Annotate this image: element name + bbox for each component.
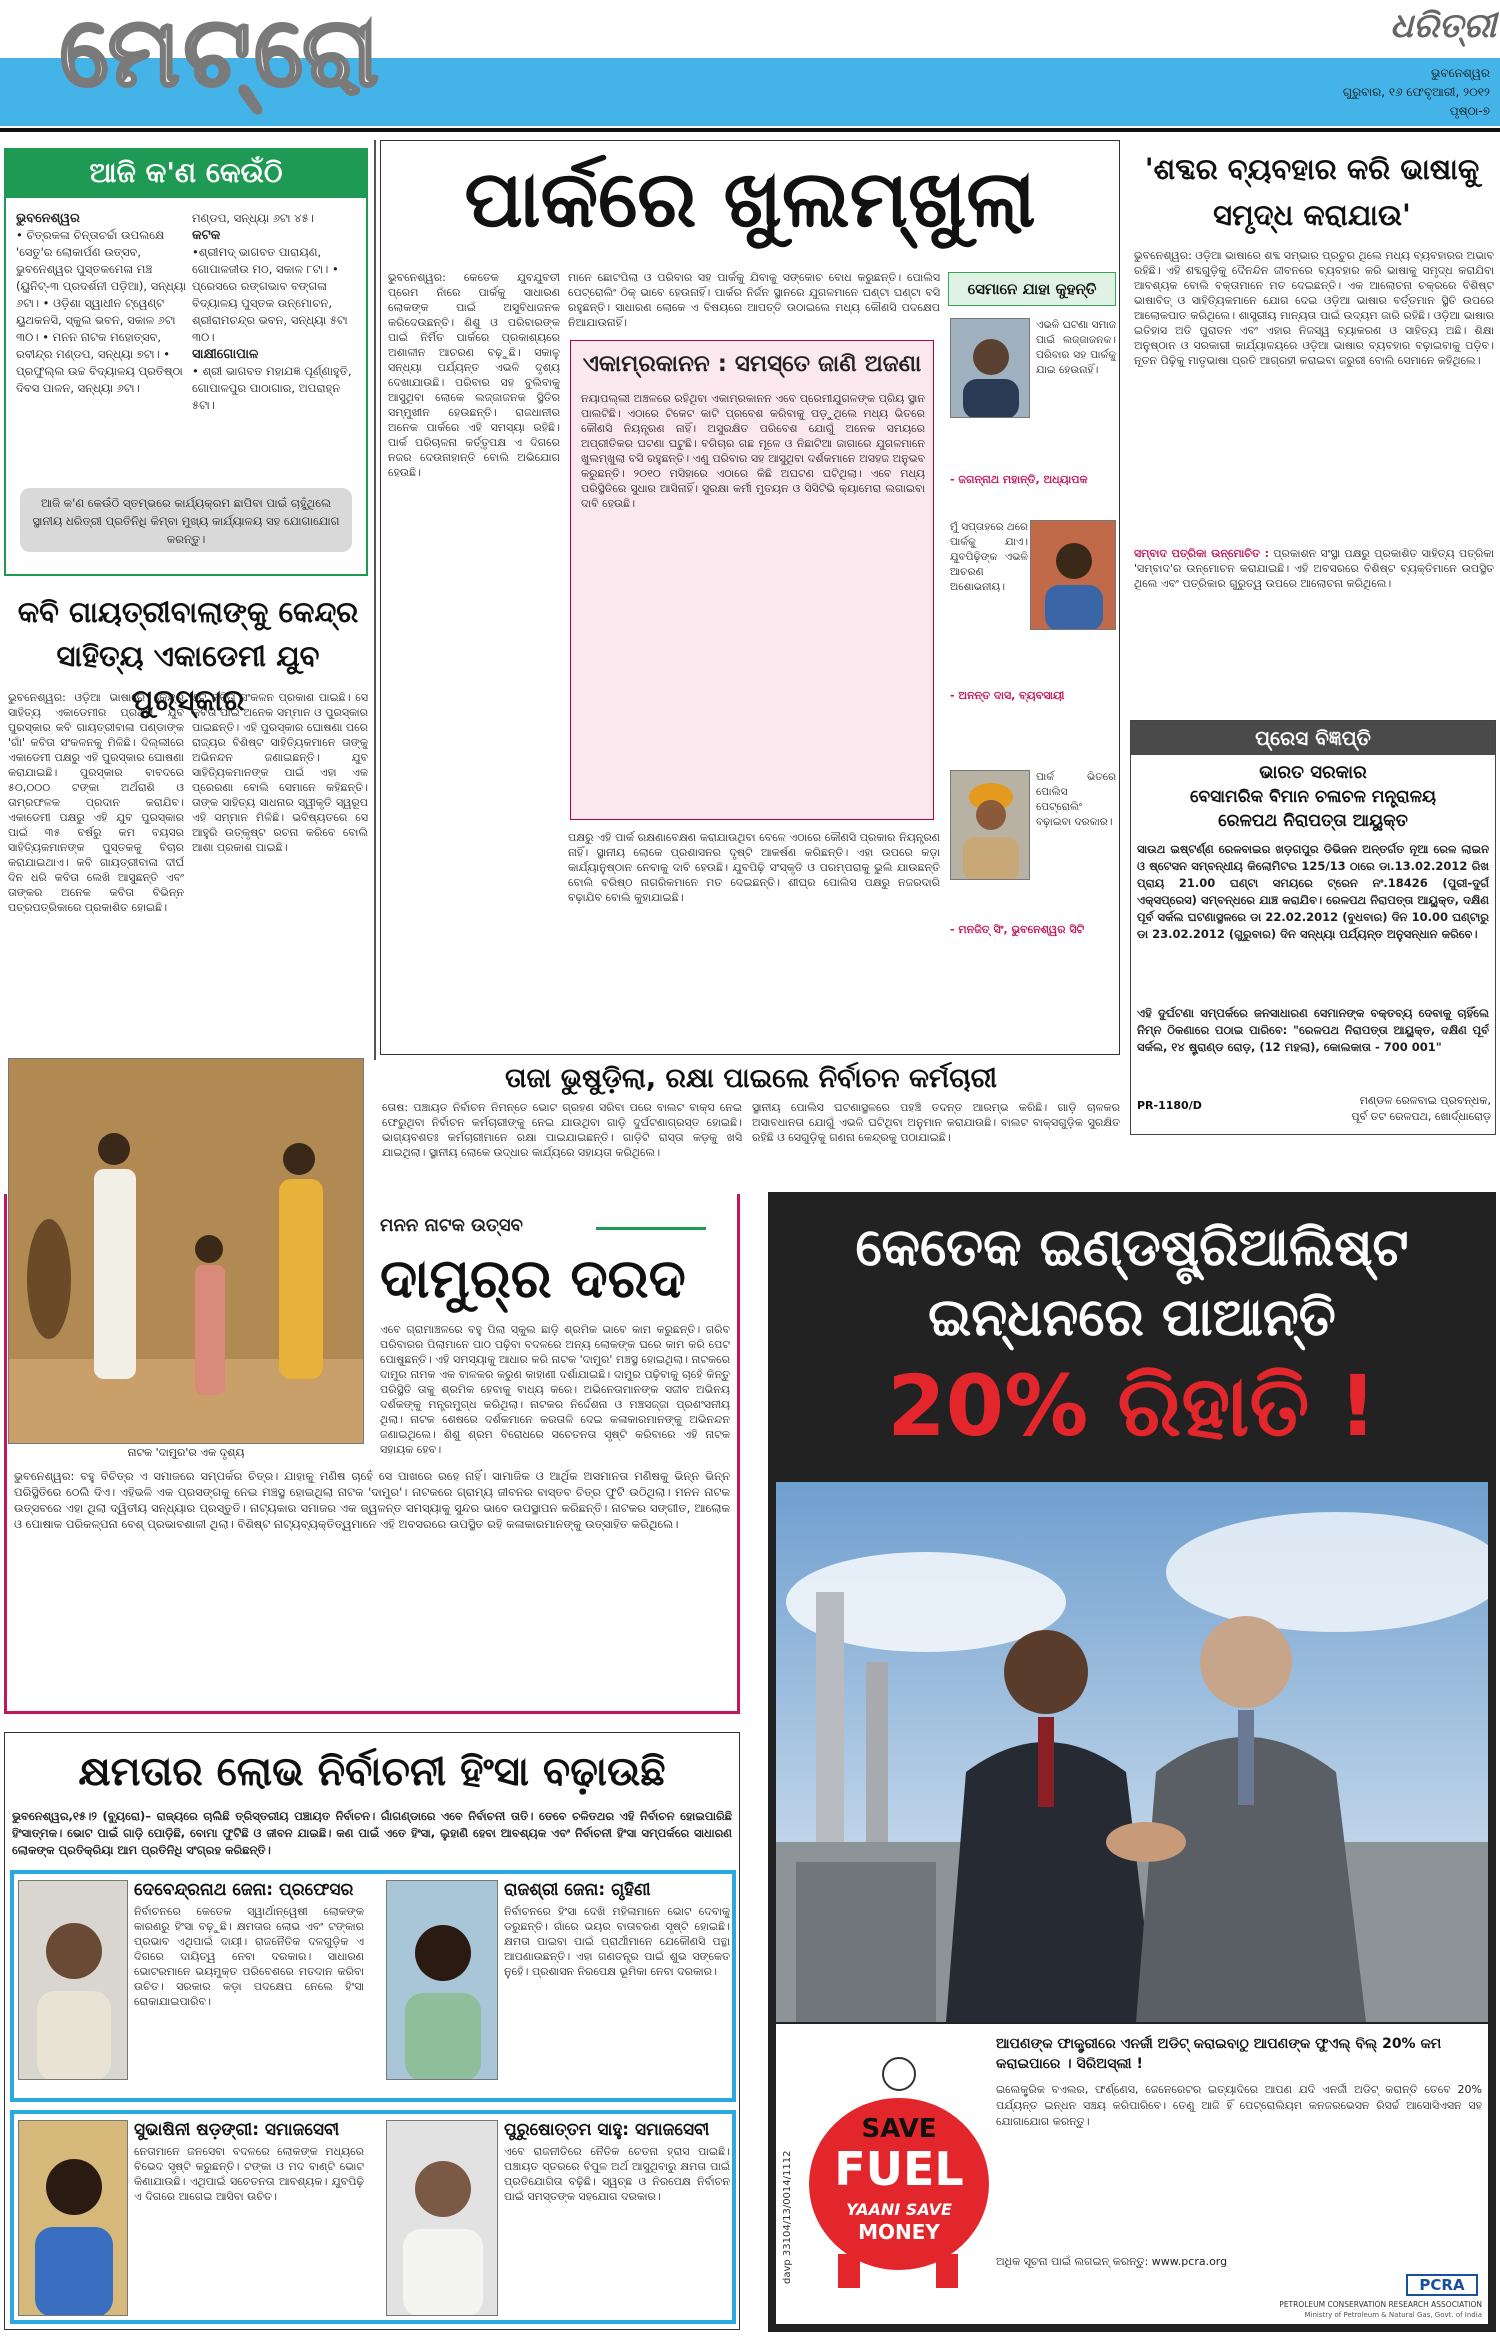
- press-body: ସାଉଥ ଇଷ୍ଟର୍ଣ୍ଣ ରେଳବାଇର ଖଡ଼ଗପୁର ଡିଭିଜନ ଅନ୍ତର୍ଗତ ନୂଆ ରେଳ ଲାଇନ ଓ ଷ୍ଟେସନ ସମ୍ବନ୍ଧୀୟ କିଲୋମିଟର 125/13 ଠାରେ ଡା.13.02.2012 ରିଖ ପ୍ରାୟ 21.00 ଘଣ୍ଟା ସମୟରେ ଟ୍ରେନ ନଂ.18426 (ପୁରୀ-ଦୁର୍ଗ ଏକ୍ସପ୍ରେସ) ସମ୍ବନ୍ଧରେ ଯାଞ୍ଚ କରାଯିବ। ରେଳପଥ ନିରାପତ୍ତା ଆୟୁକ୍ତ, ଦକ୍ଷିଣ ପୂର୍ବ ସର୍କଲ ଘଟଣାସ୍ଥଳରେ ଡା 22.02.2012 (ବୁଧବାର) ଦିନ 10.00 ଘଣ୍ଟାରୁ ଡା 23.02.2012 (ଗୁରୁବାର) ଦିନ ସନ୍ଧ୍ୟା ପର୍ଯ୍ୟନ୍ତ ଅନୁସନ୍ଧାନ କରିବେ।: [1137, 842, 1489, 941]
- save-text: SAVE: [861, 2114, 937, 2144]
- drama-body-right: ଏବେ ଗ୍ରାମାଞ୍ଚଳରେ ବହୁ ପିଲା ସ୍କୁଲ ଛାଡ଼ି ଶ୍ରମିକ ଭାବେ କାମ କରୁଛନ୍ତି। ଗରିବ ପରିବାରର ପିଲାମାନେ ପାଠ ପଢ଼ିବା ବଦଳରେ ଅନ୍ୟ ଲୋକଙ୍କ ଘରେ କାମ କରି ପେଟ ପୋଷୁଛନ୍ତି। ଏହି ସମସ୍ୟାକୁ ଆଧାର କରି ନାଟକ 'ଦାମୁର' ମଞ୍ଚସ୍ଥ ହୋଇଥିଲା। ନାଟକରେ ଦାମୁର ନାମକ ଏକ ବାଳକର କରୁଣ କାହାଣୀ ଦର୍ଶାଯାଇଛି। ଦାମୁର ପଢ଼ିବାକୁ ଚାହେଁ କିନ୍ତୁ ପରିସ୍ଥିତି ତାକୁ ଶ୍ରମିକ ହେବାକୁ ବାଧ୍ୟ କରେ। ଅଭିନେତାମାନଙ୍କ ସଜୀବ ଅଭିନୟ ଦର୍ଶକଙ୍କୁ ମନ୍ତ୍ରମୁଗ୍ଧ କରିଥିଲା। ନାଟକର ନିର୍ଦ୍ଦେଶନା ଓ ମଞ୍ଚସଜ୍ଜା ପ୍ରଶଂସନୀୟ ଥିଲା। ନାଟକ ଶେଷରେ ଦର୍ଶକମାନେ କରତାଳି ଦେଇ କଳାକାରମାନଙ୍କୁ ଅଭିନନ୍ଦନ ଜଣାଇଥିଲେ। ଶିଶୁ ଶ୍ରମ ବିରୋଧରେ ସଚେତନତା ସୃଷ୍ଟି କରିବାରେ ଏହି ନାଟକ ସହାୟକ ହେବ।: [380, 1323, 730, 1456]
- violence-headline: କ୍ଷମତାର ଲୋଭ ନିର୍ବାଚନୀ ହିଂସା ବଢ଼ାଉଛି: [78, 1749, 666, 1795]
- shabda-body-2: [1134, 546, 1494, 706]
- drama-caption: ନାଟକ 'ଦାମୁର'ର ଏକ ଦୃଶ୍ୟ: [127, 1446, 245, 1459]
- person-silhouette-icon: [1031, 521, 1116, 630]
- opinion-photo-2: [1030, 520, 1116, 630]
- shabda-sub-text: ପ୍ରକାଶନ ସଂସ୍ଥା ପକ୍ଷରୁ ପ୍ରକାଶିତ ସାହିତ୍ୟ ପତ୍ରିକା 'ସମ୍ବାଦ'ର ଉନ୍ମୋଚନ କରାଯାଇଛି। ଏହି ଅବସରରେ ବିଶିଷ୍ଟ ବ୍ୟକ୍ତିମାନେ ଉପସ୍ଥିତ ଥିଲେ ଏବଂ ପତ୍ରିକାର ଗୁରୁତ୍ୱ ଉପରେ ଆଲୋଚନା କରିଥିଲେ।: [1134, 547, 1494, 590]
- ad-photo: [776, 1482, 1488, 2022]
- gayatri-body-left: ଭୁବନେଶ୍ୱର: ଓଡ଼ିଆ ଭାଷାରେ କେନ୍ଦ୍ର ସାହିତ୍ୟ ଏକାଡେମୀର ପ୍ରଥମ ଯୁବ ପୁରସ୍କାର କବି ଗାୟତ୍ରୀବାଳା ପଣ୍ଡାଙ୍କ 'ଗାଁ' କବିତା ସଂକଳନକୁ ମିଳିଛି। ଦିଲ୍ଲୀରେ ଏକାଡେମୀ ପକ୍ଷରୁ ଏହି ପୁରସ୍କାର ଘୋଷଣା କରାଯାଇଛି। ପୁରସ୍କାର ବାବଦରେ ୫୦,୦୦୦ ଟଙ୍କା ଅର୍ଥରାଶି ଓ ତାମ୍ରଫଳକ ପ୍ରଦାନ କରାଯିବ। ଏକାଡେମୀ ପକ୍ଷରୁ ଏହି ଯୁବ ପୁରସ୍କାର ପାଇଁ ୩୫ ବର୍ଷରୁ କମ ବୟସର ସାହିତ୍ୟିକମାନଙ୍କ ପୁସ୍ତକକୁ ବିଚାର କରାଯାଇଥାଏ। କବି ଗାୟତ୍ରୀବାଳା ଦୀର୍ଘ ଦିନ ଧରି କବିତା ଲେଖି ଆସୁଛନ୍ତି ଏବଂ ତାଙ୍କର ଅନେକ କବିତା ବିଭିନ୍ନ ପତ୍ରପତ୍ରିକାରେ ପ୍ରକାଶିତ ହୋଇଛି।: [8, 691, 184, 914]
- events-list-3: • ଶ୍ରୀ ଭାଗବତ ମହାଯଜ୍ଞ ପୂର୍ଣ୍ଣାହୁତି, ଗୋପାଳପୁର ପାଠାଗାର, ଅପରାହ୍ନ ୫ଟା।: [192, 364, 352, 412]
- events-city-cuttack: କଟକ: [192, 228, 221, 243]
- press-signature: [1301, 1093, 1491, 1125]
- pcra-logo: PCRA: [1406, 2274, 1478, 2296]
- ad-line-1: କେତେକ ଇଣ୍ଡଷ୍ଟ୍ରିଆଲିଷ୍ଟ: [855, 1218, 1409, 1278]
- person-silhouette-icon: [387, 2121, 498, 2316]
- person-silhouette-icon: [951, 319, 1030, 418]
- ekamra-box: [570, 340, 934, 820]
- drama-headline: ଦାମୁର୍‌ର ଦରଦ: [380, 1247, 686, 1310]
- dateline: [1240, 64, 1490, 121]
- events-box: [4, 148, 368, 576]
- person-silhouette-icon: [19, 1881, 128, 2080]
- profile-name-4: ପୁରୁଷୋତ୍ତମ ସାହୁ: ସମାଜସେବୀ: [504, 2120, 710, 2140]
- ad-web: ଅଧିକ ସୂଚନା ପାଇଁ ଲଗଇନ୍ କରନ୍ତୁ: www.pcra.org: [996, 2255, 1228, 2268]
- profile-text-3: ନେତାମାନେ ଜନସେବା ବଦଳରେ ଲୋକଙ୍କ ମଧ୍ୟରେ ବିଭେଦ ସୃଷ୍ଟି କରୁଛନ୍ତି। ଟଙ୍କା ଓ ମଦ ବାଣ୍ଟି ଭୋଟ କିଣାଯାଉଛି। ଏଥିପାଇଁ ସଚେତନତା ଆବଶ୍ୟକ। ଯୁବପିଢ଼ି ଏ ଦିଗରେ ଆଗେଇ ଆସିବା ଉଚିତ।: [134, 2145, 364, 2203]
- profile-photo-4: [386, 2120, 498, 2316]
- gayatri-headline: କବି ଗାୟତ୍ରୀବାଲାଙ୍କୁ କେନ୍ଦ୍ର ସାହିତ୍ୟ ଏକାଡେମୀ ଯୁବ ପୁରସ୍କାର: [17, 595, 359, 717]
- park-body-col-1: ଭୁବନେଶ୍ୱର: କେତେକ ଯୁବଯୁବତୀ ପ୍ରେମ ନାଁରେ ପାର୍କକୁ ସାଧାରଣ ଲୋକଙ୍କ ପାଇଁ ଅସୁବିଧାଜନକ କରିଦେଉଛନ୍ତି। ଶିଶୁ ଓ ପରିବାରଙ୍କ ପାଇଁ ନିର୍ମିତ ପାର୍କରେ ପ୍ରକାଶ୍ୟରେ ଅଶାଳୀନ ଆଚରଣ ବଢ଼ୁଛି। ସକାଳୁ ସନ୍ଧ୍ୟା ପର୍ଯ୍ୟନ୍ତ ଏଭଳି ଦୃଶ୍ୟ ଦେଖାଯାଉଛି। ପରିବାର ସହ ବୁଲିବାକୁ ଆସୁଥିବା ଲୋକେ ଲଜ୍ଜାଜନକ ସ୍ଥିତିର ସମ୍ମୁଖୀନ ହେଉଛନ୍ତି। ରାଜଧାନୀର ଅନେକ ପାର୍କରେ ଏହି ସମସ୍ୟା ରହିଛି। ପାର୍କ ପରିଚାଳନା କର୍ତ୍ତୃପକ୍ଷ ଏ ଦିଗରେ ନଜର ଦେଉନାହାନ୍ତି ବୋଲି ଅଭିଯୋଗ ହେଉଛି।: [388, 271, 560, 479]
- shabda-sub-label: ସମ୍ବାଦ ପତ୍ରିକା ଉନ୍ମୋଚିତ :: [1134, 547, 1269, 560]
- profile-text-4: ଏବେ ରାଜନୀତିରେ ନୈତିକ ଚେତନା ହ୍ରାସ ପାଇଛି। ପଞ୍ଚାୟତ ସ୍ତରରେ ବିପୁଳ ଅର୍ଥ ଆସୁଥିବାରୁ କ୍ଷମତା ପାଇଁ ପ୍ରତିଯୋଗିତା ବଢ଼ିଛି। ସ୍ୱଚ୍ଛ ଓ ନିରପେକ୍ଷ ନିର୍ବାଚନ ପାଇଁ ସମସ୍ତଙ୍କ ସହଯୋଗ ଦରକାର।: [504, 2145, 730, 2203]
- ekamra-body: ନୟାପଲ୍ଲୀ ଅଞ୍ଚଳରେ ରହିଥିବା ଏକାମ୍ରକାନନ ଏବେ ପ୍ରେମୀଯୁଗଳଙ୍କ ପ୍ରିୟ ସ୍ଥାନ ପାଲଟିଛି। ଏଠାରେ ଟିକେଟ କାଟି ପ୍ରବେଶ କରିବାକୁ ପଡ଼ୁଥିଲେ ମଧ୍ୟ ଭିତରେ କୌଣସି ନିୟନ୍ତ୍ରଣ ନାହିଁ। ଅସୁରକ୍ଷିତ ପରିବେଶ ଯୋଗୁଁ ଅନେକ ସମୟରେ ଅପ୍ରୀତିକର ଘଟଣା ଘଟୁଛି। ବଗିଚାର ଗଛ ମୂଳେ ଓ ନିଛାଟିଆ ଜାଗାରେ ଯୁଗଳମାନେ ଖୁଲମ୍ଖୁଲା ବସି ରହୁଛନ୍ତି। ଏଣୁ ପରିବାର ସହ ଆସୁଥିବା ଦର୍ଶକମାନେ ଅସହଜ ଅନୁଭବ କରୁଛନ୍ତି। ୨୦୧୦ ମସିହାରେ ଏଠାରେ କିଛି ଅଘଟଣ ଘଟିଥିଲା। ଏବେ ମଧ୍ୟ ପରିସ୍ଥିତିରେ ସୁଧାର ଆସିନାହିଁ। ସୁରକ୍ଷା କର୍ମୀ ମୁତୟନ ଓ ସିସିଟିଭି କ୍ୟାମେରା ଲଗାଇବା ଦାବି ହେଉଛି।: [581, 392, 925, 510]
- opinion-name-2: - ଅନନ୍ତ ଦାସ, ବ୍ୟବସାୟୀ: [950, 689, 1065, 702]
- opinion-name-3: - ମନଜିତ୍ ସିଂ, ଭୁବନେଶ୍ୱର ସିଟି: [950, 923, 1085, 936]
- profile-name-1: ଦେବେନ୍ଦ୍ରନାଥ ଜେନା: ପ୍ରଫେସର: [134, 1880, 354, 1900]
- profile-text-1: ନିର୍ବାଚନରେ କେତେକ ସ୍ୱାର୍ଥାନ୍ୱେଷୀ ଲୋକଙ୍କ କାରଣରୁ ହିଂସା ବଢ଼ୁଛି। କ୍ଷମତାର ଲୋଭ ଏବଂ ଟଙ୍କାର ପ୍ରଭାବ ଏଥିପାଇଁ ଦାୟୀ। ରାଜନୈତିକ ଦଳଗୁଡ଼ିକ ଏ ଦିଗରେ ଦାୟିତ୍ୱ ନେବା ଦରକାର। ସାଧାରଣ ଭୋଟରମାନେ ଭୟମୁକ୍ତ ପରିବେଶରେ ମତଦାନ କରିବା ଉଚିତ। ସରକାର କଡ଼ା ପଦକ୍ଷେପ ନେଲେ ହିଂସା ରୋକାଯାଇପାରିବ।: [134, 1905, 364, 2008]
- save-fuel-logo: [804, 2044, 994, 2294]
- park-body-col-2: ମାନେ ଛୋଟପିଲା ଓ ପରିବାର ସହ ପାର୍କକୁ ଯିବାକୁ ସଙ୍କୋଚ ବୋଧ କରୁଛନ୍ତି। ପୋଲିସ ପେଟ୍ରୋଲିଂ ଠିକ୍ ଭାବେ ହେଉନାହିଁ। ପାର୍କର ନିର୍ଜନ ସ୍ଥାନରେ ଯୁଗଳମାନେ ଘଣ୍ଟା ଘଣ୍ଟା ବସି ରହୁଛନ୍ତି। ସାଧାରଣ ଲୋକେ ଏ ବିଷୟରେ ଆପତ୍ତି ଉଠାଇଲେ ମଧ୍ୟ କୌଣସି ପଦକ୍ଷେପ ନିଆଯାଉନାହିଁ।: [568, 271, 940, 329]
- ekamra-title: ଏକାମ୍ରକାନନ : ସମସ୍ତେ ଜାଣି ଅଜଣା: [582, 351, 922, 377]
- ad-dvp-code: davp 33104/13/0014/1112: [782, 2150, 793, 2284]
- events-title: ଆଜି କ'ଣ କେଉଁଠି: [6, 148, 366, 198]
- events-note: ଆଜି କ'ଣ କେଉଁଠି ସ୍ତମ୍ଭରେ କାର୍ଯ୍ୟକ୍ରମ ଛାପିବା ପାଇଁ ଚାହୁଁଥିଲେ ସ୍ଥାନୀୟ ଧରିତ୍ରୀ ପ୍ରତିନିଧି କିମ୍ବା ମୁଖ୍ୟ କାର୍ଯ୍ୟାଳୟ ସହ ଯୋଗାଯୋଗ କରନ୍ତୁ।: [20, 488, 352, 552]
- ad-line-3: 20% ରିହାତି !: [887, 1357, 1377, 1455]
- dateline-city: ଭୁବନେଶ୍ୱର: [1431, 66, 1490, 80]
- ad-subhead: ଆପଣଙ୍କ ଫାକ୍ଟ୍ରୀରେ ଏନର୍ଜୀ ଅଡିଟ୍ କରାଇବାଠୁ ଆପଣଙ୍କ ଫୁଏଲ୍ ବିଲ୍ 20% କମ କରାଇପାରେ । ସିରିଅସ୍ଲୀ !: [996, 2036, 1442, 2072]
- press-sign-2: ପୂର୍ବ ତଟ ରେଳପଥ, ଖୋର୍ଦ୍ଧାରୋଡ଼: [1351, 1110, 1491, 1123]
- taja-body-2: ସ୍ଥାନୀୟ ପୋଲିସ ଘଟଣାସ୍ଥଳରେ ପହଞ୍ଚି ତଦନ୍ତ ଆରମ୍ଭ କରିଛି। ଗାଡ଼ି ଚାଳକର ଅସାବଧାନତା ଯୋଗୁଁ ଏଭଳି ଘଟିଥିବା ଅନୁମାନ କରାଯାଉଛି। ବାଲଟ ବାକ୍ସଗୁଡ଼ିକ ସୁରକ୍ଷିତ ରହିଛି ଓ ସେଗୁଡ଼ିକୁ ଗଣନା କେନ୍ଦ୍ରକୁ ପଠାଯାଇଛି।: [752, 1101, 1120, 1144]
- park-body-bottom: ପକ୍ଷରୁ ଏହି ପାର୍କ ରକ୍ଷଣାବେକ୍ଷଣ କରାଯାଉଥିବା ବେଳେ ଏଠାରେ କୌଣସି ପ୍ରକାର ନିୟନ୍ତ୍ରଣ ନାହିଁ। ସ୍ଥାନୀୟ ଲୋକେ ପ୍ରଶାସନର ଦୃଷ୍ଟି ଆକର୍ଷଣ କରିଛନ୍ତି। ଏହା ଉପରେ କଡ଼ା କାର୍ଯ୍ୟାନୁଷ୍ଠାନ ନେବାକୁ ଦାବି ହେଉଛି। ଯୁବପିଢ଼ି ସଂସ୍କୃତି ଓ ପରମ୍ପରାକୁ ଭୁଲି ଯାଉଛନ୍ତି ବୋଲି ବରିଷ୍ଠ ନାଗରିକମାନେ ମତ ଦେଇଛନ୍ତି। ଶୀଘ୍ର ପୋଲିସ ପକ୍ଷରୁ ନଜରଦାରି ବଢ଼ାଯିବ ବୋଲି କୁହାଯାଇଛି।: [568, 831, 940, 904]
- press-release: [1130, 720, 1496, 1135]
- ad-body: ଇଲେକ୍ଟ୍ରିକ ବଏଲର, ଫର୍ଣ୍ଣେସ, ଜେନେରେଟର ଇତ୍ୟାଦିରେ ଆପଣ ଯଦି ଏନର୍ଜୀ ଅଡିଟ୍ କରାନ୍ତି ତେବେ 20% ପର୍ଯ୍ୟନ୍ତ ଇନ୍ଧନ ସଞ୍ଚୟ କରିପାରିବେ। ତେଣୁ ଆଜି ହିଁ ପେଟ୍ରୋଲିୟମ କନଜରଭେସନ ରିସର୍ଚ୍ଚ ଆସୋସିଏସନ ସହ ଯୋଗାଯୋଗ କରନ୍ତୁ।: [996, 2083, 1482, 2128]
- opinion-name-1: - ଜଗନ୍ନାଥ ମହାନ୍ତି, ଅଧ୍ୟାପକ: [950, 473, 1088, 486]
- opinion-photo-1: [950, 318, 1030, 418]
- press-org-3: ରେଳପଥ ନିରାପତ୍ତା ଆୟୁକ୍ତ: [1218, 811, 1408, 831]
- events-col-2: [192, 210, 358, 480]
- events-col-1: [16, 210, 186, 480]
- profile-text-2: ନିର୍ବାଚନରେ ହିଂସା ଦେଖି ମହିଳାମାନେ ଭୋଟ ଦେବାକୁ ଡରୁଛନ୍ତି। ଗାଁରେ ଭୟର ବାତାବରଣ ସୃଷ୍ଟି ହୋଇଛି। କ୍ଷମତା ପାଇବା ପାଇଁ ପ୍ରାର୍ଥୀମାନେ ଯେକୌଣସି ପନ୍ଥା ଆପଣାଉଛନ୍ତି। ଏହା ଗଣତନ୍ତ୍ର ପାଇଁ ଶୁଭ ସଙ୍କେତ ନୁହେଁ। ପ୍ରଶାସନ ନିରପେକ୍ଷ ଭୂମିକା ନେବା ଦରକାର।: [504, 1905, 730, 1978]
- press-body-2: ଏହି ଦୁର୍ଘଟଣା ସମ୍ପର୍କରେ ଜନସାଧାରଣ ସେମାନଙ୍କ ବକ୍ତବ୍ୟ ଦେବାକୁ ଚାହିଁଲେ ନିମ୍ନ ଠିକଣାରେ ପଠାଇ ପାରିବେ: "ରେଳପଥ ନିରାପତ୍ତା ଆୟୁକ୍ତ, ଦକ୍ଷିଣ ପୂର୍ବ ସର୍କଲ, ୧୪ ଷ୍ଟ୍ରାଣ୍ଡ ରୋଡ଼, (12 ମହଲା), କୋଲକାତା - 700 001": [1137, 1006, 1489, 1054]
- shabda-body: ଭୁବନେଶ୍ୱର: ଓଡ଼ିଆ ଭାଷାରେ ଶବ୍ଦ ସମ୍ଭାର ପ୍ରଚୁର ଥିଲେ ମଧ୍ୟ ବ୍ୟବହାରର ଅଭାବ ରହିଛି। ଏହି ଶବ୍ଦଗୁଡ଼ିକୁ ଦୈନନ୍ଦିନ ଜୀବନରେ ବ୍ୟବହାର କରି ଭାଷାକୁ ସମୃଦ୍ଧ କରାଯିବା ଆବଶ୍ୟକ ବୋଲି ବକ୍ତାମାନେ ମତ ଦେଇଛନ୍ତି। ଏକ ଆଲୋଚନା ଚକ୍ରରେ ବିଶିଷ୍ଟ ଭାଷାବିତ୍ ଓ ସାହିତ୍ୟିକମାନେ ଯୋଗ ଦେଇ ଓଡ଼ିଆ ଭାଷାର ବର୍ତ୍ତମାନ ସ୍ଥିତି ଉପରେ ଆଲୋକପାତ କରିଥିଲେ। ଶାସ୍ତ୍ରୀୟ ମାନ୍ୟତା ପାଇଁ ଉଦ୍ୟମ ଜାରି ରହିଛି। ଓଡ଼ିଆ ଭାଷାର ଇତିହାସ ଅତି ପୁରାତନ ଏବଂ ଏହାର ନିଜସ୍ୱ ବ୍ୟାକରଣ ଓ ସାହିତ୍ୟ ଅଛି। ଶିକ୍ଷା ଅନୁଷ୍ଠାନ ଓ ସରକାରୀ କାର୍ଯ୍ୟାଳୟରେ ଓଡ଼ିଆ ଭାଷାର ବ୍ୟବହାର ବଢ଼ାଇବାକୁ ପଡ଼ିବ। ନୂତନ ପିଢ଼ିକୁ ମାତୃଭାଷା ପ୍ରତି ଆଗ୍ରହୀ କରାଇବା ଜରୁରୀ ବୋଲି ସେମାନେ କହିଥିଲେ।: [1134, 249, 1494, 367]
- ad-info-panel: [776, 2024, 1488, 2324]
- opinions-title: ସେମାନେ ଯାହା କୁହନ୍ତି: [948, 272, 1116, 306]
- events-city-bhubaneswar: ଭୁବନେଶ୍ୱର: [16, 211, 80, 226]
- taja-headline: ତାଜା ଭୁଷୁଡ଼ିଲା, ରକ୍ଷା ପାଇଲେ ନିର୍ବାଚନ କର୍ମଚାରୀ: [505, 1063, 997, 1094]
- masthead-divider: [0, 128, 1500, 132]
- opinion-text-2: ମୁଁ ସପ୍ତାହରେ ଥରେ ପାର୍କକୁ ଯାଏ। ଯୁବପିଢ଼ିଙ୍କ ଏଭଳି ଆଚରଣ ଅଶୋଭନୀୟ।: [950, 521, 1028, 593]
- dateline-page: ପୃଷ୍ଠା-୭: [1449, 104, 1490, 118]
- profile-photo-3: [18, 2120, 128, 2316]
- opinion-text-1: ଏଭଳି ଘଟଣା ସମାଜ ପାଇଁ ଲଜ୍ଜାଜନକ। ପରିବାର ସହ ପାର୍କକୁ ଯାଇ ହେଉନାହିଁ।: [1036, 319, 1116, 376]
- opinion-text-3: ପାର୍କ ଭିତରେ ପୋଲିସ ପେଟ୍ରୋଲିଂ ବଢ଼ାଇବା ଦରକାର।: [1036, 771, 1116, 828]
- gayatri-body-right: ୫ଟି କବିତା ସଂକଳନ ପ୍ରକାଶ ପାଇଛି। ସେ କବିତା ପାଇଁ ଅନେକ ସମ୍ମାନ ଓ ପୁରସ୍କାର ପାଇଛନ୍ତି। ଏହି ପୁରସ୍କାର ଘୋଷଣା ପରେ ରାଜ୍ୟର ବିଶିଷ୍ଟ ସାହିତ୍ୟିକମାନେ ତାଙ୍କୁ ଅଭିନନ୍ଦନ ଜଣାଇଛନ୍ତି। ଯୁବ ସାହିତ୍ୟିକମାନଙ୍କ ପାଇଁ ଏହା ଏକ ପ୍ରେରଣା ବୋଲି ସେମାନେ କହିଛନ୍ତି। ତାଙ୍କ ସାହିତ୍ୟ ସାଧନାର ସ୍ୱୀକୃତି ସ୍ୱରୂପ ଏହି ସମ୍ମାନ ମିଳିଛି। ଭବିଷ୍ୟତରେ ସେ ଆହୁରି ଉତ୍କୃଷ୍ଟ ରଚନା କରିବେ ବୋଲି ଆଶା ପ୍ରକାଶ ପାଇଛି।: [192, 691, 368, 854]
- person-silhouette-icon: [387, 1881, 498, 2080]
- newspaper-logo: ଧରିତ୍ରୀ: [1390, 6, 1497, 46]
- profile-photo-1: [18, 1880, 128, 2080]
- press-sign-1: ମଣ୍ଡଳ ରେଳବାଇ ପ୍ରବନ୍ଧକ,: [1359, 1094, 1491, 1107]
- pcra-ministry: Ministry of Petroleum & Natural Gas, Govt. of India: [1304, 2311, 1482, 2319]
- masthead: [0, 0, 1500, 130]
- opinion-photo-3: [950, 770, 1030, 880]
- fuel-ad: [768, 1192, 1496, 2332]
- dateline-date: ଗୁରୁବାର, ୧୬ ଫେବୃଆରୀ, ୨୦୧୨: [1342, 85, 1490, 99]
- profile-name-3: ସୁଭାଷିନୀ ଷଡ଼ଙ୍ଗୀ: ସମାଜସେବୀ: [134, 2120, 340, 2140]
- person-silhouette-icon: [19, 2121, 128, 2316]
- press-ref: PR-1180/D: [1137, 1099, 1202, 1112]
- column-divider: [374, 140, 376, 1060]
- press-org-1: ଭାରତ ସରକାର: [1259, 762, 1367, 783]
- events-city-sakhigopal: ସାକ୍ଷୀଗୋପାଳ: [192, 347, 259, 362]
- shabda-headline: 'ଶବ୍ଦର ବ୍ୟବହାର କରି ଭାଷାକୁ ସମୃଦ୍ଧ କରାଯାଉ': [1144, 152, 1480, 232]
- profile-name-2: ରାଜଶ୍ରୀ ଜେନା: ଗୃହିଣୀ: [504, 1880, 651, 1900]
- drama-kicker: ମନନ ନାଟକ ଉତ୍ସବ: [380, 1215, 523, 1236]
- fuel-text: FUEL: [834, 2142, 964, 2196]
- ad-line-2: ଇନ୍ଧନରେ ପାଆନ୍ତି: [928, 1288, 1336, 1348]
- events-col2-top: ମଣ୍ଡପ, ସନ୍ଧ୍ୟା ୬ଟା ୪୫।: [192, 211, 314, 225]
- press-org-2: ବେସାମରିକ ବିମାନ ଚଳାଚଳ ମନ୍ତ୍ରାଳୟ: [1189, 787, 1436, 807]
- events-list-2: •ଶ୍ରୀମଦ୍ ଭାଗବତ ପାରାୟଣ, ଗୋପାଳଜୀଉ ମଠ, ସକାଳ ୮ଟା। • ପ୍ରେସରେ ରଙ୍ଗଭାବ ବଙ୍ଗଳା ବିଦ୍ୟାଳୟ ପୁସ୍ତକ ଉନ୍ମୋଚନ, ଶ୍ରୀରାମଚନ୍ଦ୍ର ଭବନ, ସନ୍ଧ୍ୟା ୫ଟା ୩୦।: [192, 245, 348, 344]
- profile-photo-2: [386, 1880, 498, 2080]
- section-title: ମେଟ୍ରୋ: [60, 0, 383, 108]
- handshake-scene-icon: [776, 1482, 1488, 2022]
- pcra-full-name: PETROLEUM CONSERVATION RESEARCH ASSOCIATION: [1279, 2300, 1482, 2309]
- money-text: MONEY: [858, 2220, 940, 2244]
- press-release-title: ପ୍ରେସ ବିଜ୍ଞପ୍ତି: [1131, 721, 1495, 755]
- drama-body-bottom: ଭୁବନେଶ୍ୱର: ବହୁ ବିଚିତ୍ର ଏ ସମାଜରେ ସମ୍ପର୍କର ଚିତ୍ର। ଯାହାକୁ ମଣିଷ ଚାହେଁ ସେ ପାଖରେ ରହେ ନାହିଁ। ସାମାଜିକ ଓ ଆର୍ଥିକ ଅସମାନତା ମଣିଷକୁ ଭିନ୍ନ ଭିନ୍ନ ପରିସ୍ଥିତିରେ ଠେଲି ଦିଏ। ଏହିଭଳି ଏକ ପ୍ରସଙ୍ଗକୁ ନେଇ ମଞ୍ଚସ୍ଥ ହୋଇଥିଲା ନାଟକ 'ଦାମୁର'। ନାଟକରେ ଗ୍ରାମ୍ୟ ଜୀବନର ବାସ୍ତବ ଚିତ୍ର ଫୁଟି ଉଠିଥିଲା। ମନନ ନାଟକ ଉତ୍ସବରେ ଏହା ଥିଲା ଦ୍ୱିତୀୟ ସନ୍ଧ୍ୟାର ପ୍ରସ୍ତୁତି। ନାଟ୍ୟକାର ସମାଜର ଏକ ଜ୍ୱଳନ୍ତ ସମସ୍ୟାକୁ ସୁନ୍ଦର ଭାବେ ଉପସ୍ଥାପନ କରିଛନ୍ତି। ନାଟକର ସଙ୍ଗୀତ, ଆଲୋକ ଓ ପୋଷାକ ପରିକଳ୍ପନା ବେଶ୍ ପ୍ରଭାବଶାଳୀ ଥିଲା। ବିଶିଷ୍ଟ ନାଟ୍ୟବ୍ୟକ୍ତିତ୍ୱମାନେ ଏହି ଅବସରରେ ଉପସ୍ଥିତ ରହି କଳାକାରମାନଙ୍କୁ ଉତ୍ସାହିତ କରିଥିଲେ।: [14, 1469, 730, 1531]
- yaani-save-text: YAANI SAVE: [846, 2200, 952, 2219]
- events-list-1: • ଚିତ୍ରକଳା ଚିନ୍ତାଚର୍ଚ୍ଚା ଉପଲକ୍ଷେ 'ସେତୁ'ର ଲୋକାର୍ପଣ ଉତ୍ସବ, ଭୁବନେଶ୍ୱର ପୁସ୍ତକମେଳା ମଞ୍ଚ (ୟୁନିଟ୍-୩ ପ୍ରଦର୍ଶନୀ ପଡ଼ିଆ), ସନ୍ଧ୍ୟା ୬ଟା। • ଓଡ଼ିଶା ସ୍ୱାଧୀନ ଟ୍ୱେଣ୍ଟ ୟୁଥକନସି, ସ୍କୁଲ ଭବନ, ସକାଳ ୬ଟା ୩୦। • ମନନ ନାଟକ ମହୋତ୍ସବ, ରବୀନ୍ଦ୍ର ମଣ୍ଡପ, ସନ୍ଧ୍ୟା ୭ଟା। • ପ୍ରଫୁଲ୍ଲ ଉଚ୍ଚ ବିଦ୍ୟାଳୟ ପ୍ରତିଷ୍ଠା ଦିବସ ପାଳନ, ସନ୍ଧ୍ୟା ୬ଟା।: [16, 228, 186, 395]
- taja-body: ତୋଷ: ପଞ୍ଚାୟତ ନିର୍ବାଚନ ନିମନ୍ତେ ଭୋଟ ଗ୍ରହଣ ସରିବା ପରେ ବାଲଟ ବାକ୍ସ ନେଇ ଫେରୁଥିବା ନିର୍ବାଚନ କର୍ମଚାରୀଙ୍କୁ ନେଇ ଯାଉଥିବା ଗାଡ଼ି ଦୁର୍ଘଟଣାଗ୍ରସ୍ତ ହୋଇଛି। ଭାଗ୍ୟବଶତଃ କର୍ମଚାରୀମାନେ ରକ୍ଷା ପାଇଯାଇଛନ୍ତି। ଗାଡ଼ିଟି ରାସ୍ତା କଡ଼କୁ ଖସି ଯାଇଥିଲା। ସ୍ଥାନୀୟ ଲୋକେ ଉଦ୍ଧାର କାର୍ଯ୍ୟରେ ସହାୟତା କରିଥିଲେ।: [382, 1101, 742, 1159]
- person-silhouette-icon: [951, 771, 1030, 880]
- kicker-rule: [596, 1227, 706, 1230]
- violence-intro: ଭୁବନେଶ୍ୱର,୧୫।୨ (ବ୍ୟୁରୋ)– ରାଜ୍ୟରେ ଚାଲିଛି ତ୍ରିସ୍ତରୀୟ ପଞ୍ଚାୟତ ନିର୍ବାଚନ। ଗାଁଗଣ୍ଡାରେ ଏବେ ନିର୍ବାଚନୀ ତାତି। ତେବେ ଚଳିତଥର ଏହି ନିର୍ବାଚନ ହୋଇପାରିଛି ହିଂସାତ୍ମକ। ଭୋଟ ପାଇଁ ଗାଡ଼ି ପୋଡ଼ିଛି, ବୋମା ଫୁଟିଛି ଓ ଜୀବନ ଯାଇଛି। କଣ ପାଇଁ ଏତେ ହିଂସା, ଲୁହାଣି ହେବା ଆବଶ୍ୟକ ଏବଂ ନିର୍ବାଚନୀ ହିଂସା ସମ୍ପର୍କରେ ସାଧାରଣ ଲୋକଙ୍କ ପ୍ରତିକ୍ରିୟା ଆମ ପ୍ରତିନିଧି ସଂଗ୍ରହ କରିଛନ୍ତି।: [12, 1809, 732, 1857]
- park-headline: ପାର୍କରେ ଖୁଲମ୍ଖୁଲା: [464, 155, 1036, 245]
